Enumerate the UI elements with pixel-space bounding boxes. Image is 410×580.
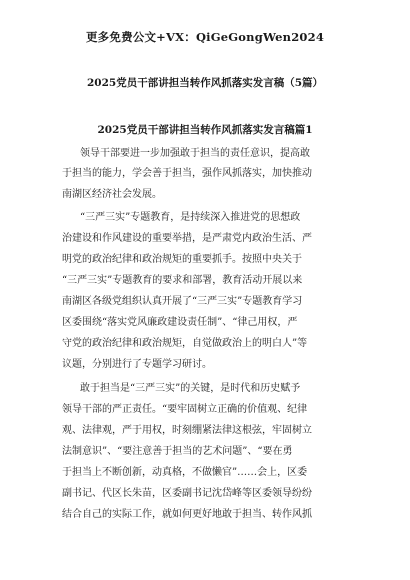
paragraph-line: 副书记、代区长朱苗，区委副书记沈岱峰等区委领导纷纷 bbox=[62, 488, 312, 499]
paragraph-line: 南湖区经济社会发展。 bbox=[62, 189, 162, 200]
paragraph-line: “三严三实”专题教育的要求和部署，教育活动开展以来 bbox=[62, 275, 303, 286]
paragraph-line: 于担当上不断创新，动真格，不做懒官”……会上，区委 bbox=[62, 467, 308, 478]
paragraph-line: 结合自己的实际工作，就如何更好地敢于担当、转作风抓 bbox=[62, 509, 312, 520]
paragraph-line: 治建设和作风建设的重要举措，是严肃党内政治生活、严 bbox=[62, 233, 312, 244]
promo-header: 更多免费公文+VX：QiGeGongWen2024 bbox=[85, 30, 325, 44]
paragraph-line: 守党的政治纪律和政治规矩，自觉做政治上的明白人”等 bbox=[62, 338, 308, 349]
paragraph-line: 南湖区各级党组织认真开展了“三严三实”专题教育学习 bbox=[62, 296, 303, 307]
section-title: 2025党员干部讲担当转作风抓落实发言稿篇1 bbox=[97, 124, 313, 136]
paragraph-line: 敢于担当是“三严三实”的关键，是时代和历史赋予 bbox=[80, 383, 301, 394]
document-title: 2025党员干部讲担当转作风抓落实发言稿（5篇） bbox=[86, 77, 324, 89]
paragraph-line: 区委围绕“落实党风廉政建设责任制”、“律己用权，严 bbox=[62, 317, 298, 328]
paragraph-line: “三严三实”专题教育，是持续深入推进党的思想政 bbox=[80, 212, 301, 223]
paragraph-line: 明党的政治纪律和政治规矩的重要抓手。按照中央关于 bbox=[62, 254, 302, 265]
paragraph-line: 法制意识”、“要注意善于担当的艺术问题”、“要在勇 bbox=[62, 446, 293, 457]
paragraph-line: 于担当的能力，学会善于担当，强作风抓落实，加快推动 bbox=[62, 168, 312, 179]
paragraph-line: 议题，分别进行了专题学习研讨。 bbox=[62, 359, 212, 370]
paragraph-line: 领导干部的严正责任。“要牢固树立正确的价值观、纪律 bbox=[62, 404, 308, 415]
paragraph-line: 领导干部要进一步加强敢于担当的责任意识，提高敢 bbox=[80, 148, 310, 159]
paragraph-line: 观、法律观，严于用权，时刻绷紧法律这根弦，牢固树立 bbox=[62, 425, 312, 436]
